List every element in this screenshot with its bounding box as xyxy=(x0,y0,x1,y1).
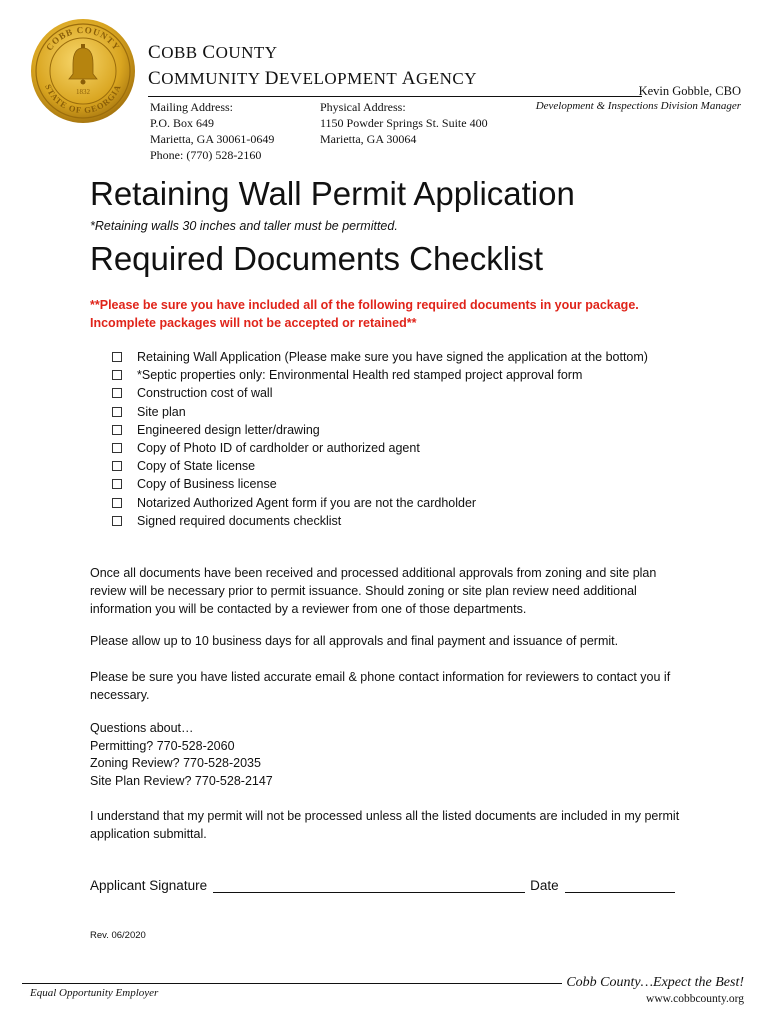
questions-contacts xyxy=(90,720,273,790)
county-seal-logo xyxy=(30,18,136,124)
questions-heading: Questions about… xyxy=(90,721,194,735)
checkbox[interactable] xyxy=(112,461,122,471)
approval-process-paragraph: Once all documents have been received and processed additional approvals from zoning and site plan review will be necessary prior to permit issuance. Should zoning or site plan review need additional information you will be contacted by a reviewer from one of those departments. xyxy=(90,566,657,616)
mailing-address: Mailing Address: P.O. Box 649 Marietta, GA 30061-0649 Phone: (770) 528-2160 xyxy=(150,100,275,162)
warning-notice: **Please be sure you have included all of the following required documents in your package. Incomplete packages will not be accepted or retained** xyxy=(90,298,639,330)
checkbox[interactable] xyxy=(112,479,122,489)
checkbox[interactable] xyxy=(112,498,122,508)
checklist-item[interactable]: Notarized Authorized Agent form if you are not the cardholder xyxy=(112,494,648,512)
checkbox[interactable] xyxy=(112,352,122,362)
checklist-item[interactable]: Copy of Business license xyxy=(112,475,648,493)
checkbox[interactable] xyxy=(112,388,122,398)
site-plan-contact: Site Plan Review? 770-528-2147 xyxy=(90,773,273,788)
checkbox[interactable] xyxy=(112,407,122,417)
checkbox[interactable] xyxy=(112,443,122,453)
county-slogan: Cobb County…Expect the Best! xyxy=(566,975,744,990)
checkbox[interactable] xyxy=(112,425,122,435)
revision-date: Rev. 06/2020 xyxy=(90,930,146,941)
applicant-signature-field[interactable] xyxy=(213,878,525,893)
checklist-item[interactable]: *Septic properties only: Environmental Health red stamped project approval form xyxy=(112,366,648,384)
permitting-contact: Permitting? 770-528-2060 xyxy=(90,738,235,753)
contact-info-paragraph: Please be sure you have listed accurate email & phone contact information for reviewers to contact you if necessary. xyxy=(90,670,671,702)
checkbox[interactable] xyxy=(112,516,122,526)
svg-text:COBB COUNTY: COBB COUNTY xyxy=(43,24,123,53)
header-divider xyxy=(148,96,642,97)
applicant-signature-label: Applicant Signature xyxy=(90,878,208,893)
checklist-item[interactable]: Construction cost of wall xyxy=(112,384,648,402)
physical-address: Physical Address: 1150 Powder Springs St. Suite 400 Marietta, GA 30064 xyxy=(320,100,488,146)
checklist-item[interactable]: Engineered design letter/drawing xyxy=(112,421,648,439)
svg-text:1832: 1832 xyxy=(76,88,90,96)
official-title: Development & Inspections Division Manager xyxy=(535,100,741,112)
footer-divider xyxy=(22,983,562,984)
equal-opportunity-employer: Equal Opportunity Employer xyxy=(30,987,159,999)
processing-time-paragraph: Please allow up to 10 business days for all approvals and final payment and issuance of permit. xyxy=(90,634,619,648)
form-note: *Retaining walls 30 inches and taller must be permitted. xyxy=(90,219,398,233)
acknowledgement-paragraph: I understand that my permit will not be processed unless all the listed documents are included in my permit application submittal. xyxy=(90,809,680,841)
date-field[interactable] xyxy=(565,878,675,893)
required-documents-checklist xyxy=(112,348,648,530)
checklist-item[interactable]: Copy of Photo ID of cardholder or authorized agent xyxy=(112,439,648,457)
checklist-title: Required Documents Checklist xyxy=(90,240,544,277)
date-label: Date xyxy=(530,878,559,893)
checklist-item[interactable]: Site plan xyxy=(112,403,648,421)
agency-name-line2: COMMUNITY DEVELOPMENT AGENCY xyxy=(148,68,477,89)
checklist-item[interactable]: Signed required documents checklist xyxy=(112,512,648,530)
zoning-contact: Zoning Review? 770-528-2035 xyxy=(90,756,261,770)
signature-row xyxy=(90,878,675,893)
checklist-item[interactable]: Retaining Wall Application (Please make sure you have signed the application at the bottom) xyxy=(112,348,648,366)
svg-text:STATE OF GEORGIA: STATE OF GEORGIA xyxy=(43,82,123,116)
checklist-item[interactable]: Copy of State license xyxy=(112,457,648,475)
checkbox[interactable] xyxy=(112,370,122,380)
agency-name-line1: COBB COUNTY xyxy=(148,42,278,63)
county-website-link[interactable]: www.cobbcounty.org xyxy=(646,993,744,1005)
form-title: Retaining Wall Permit Application xyxy=(90,175,575,212)
official-name: Kevin Gobble, CBO xyxy=(638,84,741,98)
